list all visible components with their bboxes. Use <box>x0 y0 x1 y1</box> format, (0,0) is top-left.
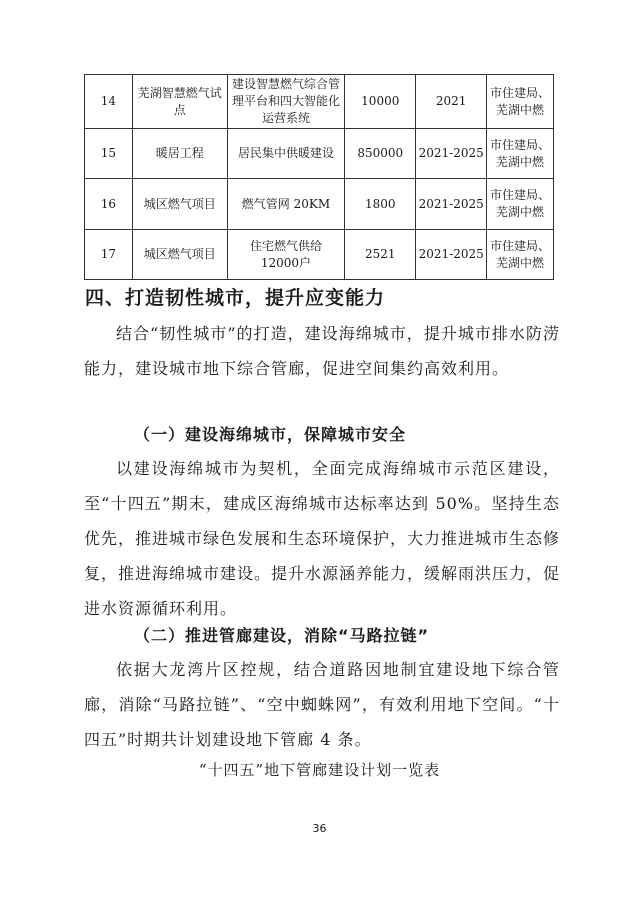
cell-amount: 2521 <box>345 230 416 280</box>
cell-period: 2021-2025 <box>416 179 487 230</box>
cell-dept: 市住建局、芜湖中燃 <box>487 179 554 230</box>
sponge-city-paragraph: 以建设海绵城市为契机，全面完成海绵城市示范区建设，至“十四五”期末，建成区海绵城市达标率达到 50%。坚持生态优先，推进城市绿色发展和生态环境保护，大力推进城市生态修复，推进海绵城市建设。提升水源涵养能力，缓解雨洪压力，促进水资源循环利用。 <box>84 459 561 618</box>
cell-name: 城区燃气项目 <box>132 179 227 230</box>
table-row <box>85 230 554 280</box>
cell-no: 16 <box>85 179 133 230</box>
section-heading: 四、打造韧性城市，提升应变能力 <box>85 287 386 309</box>
project-table <box>84 74 554 280</box>
cell-content: 住宅燃气供给 12000户 <box>227 230 345 280</box>
cell-amount: 1800 <box>345 179 416 230</box>
page-number: 36 <box>312 822 327 835</box>
cell-no: 15 <box>85 129 133 179</box>
cell-dept: 市住建局、芜湖中燃 <box>487 129 554 179</box>
cell-period: 2021 <box>416 75 487 129</box>
table-caption: “十四五”地下管廊建设计划一览表 <box>198 761 441 779</box>
cell-period: 2021-2025 <box>416 129 487 179</box>
utility-tunnel-paragraph: 依据大龙湾片区控规，结合道路因地制宜建设地下综合管廊，消除“马路拉链”、“空中蜘蛛网”，有效利用地下空间。“十四五”时期共计划建设地下管廊 4 条。 <box>84 660 560 749</box>
subsection-heading-utility-tunnel: （二）推进管廊建设，消除“马路拉链” <box>134 626 430 645</box>
cell-no: 17 <box>85 230 133 280</box>
cell-content: 居民集中供暖建设 <box>227 129 345 179</box>
cell-no: 14 <box>85 75 133 129</box>
table-row <box>85 179 554 230</box>
section-intro-paragraph: 结合“韧性城市”的打造，建设海绵城市，提升城市排水防涝能力，建设城市地下综合管廊，促进空间集约高效利用。 <box>84 324 560 378</box>
cell-content: 燃气管网 20KM <box>227 179 345 230</box>
cell-name: 芜湖智慧燃气试点 <box>132 75 227 129</box>
subsection-heading-sponge-city: （一）建设海绵城市，保障城市安全 <box>134 425 407 444</box>
cell-name: 城区燃气项目 <box>132 230 227 280</box>
table-row <box>85 75 554 129</box>
cell-name: 暖居工程 <box>132 129 227 179</box>
cell-period: 2021-2025 <box>416 230 487 280</box>
cell-dept: 市住建局、芜湖中燃 <box>487 230 554 280</box>
table-row <box>85 129 554 179</box>
cell-amount: 10000 <box>345 75 416 129</box>
cell-content: 建设智慧燃气综合管理平台和四大智能化运营系统 <box>227 75 345 129</box>
cell-dept: 市住建局、芜湖中燃 <box>487 75 554 129</box>
cell-amount: 850000 <box>345 129 416 179</box>
